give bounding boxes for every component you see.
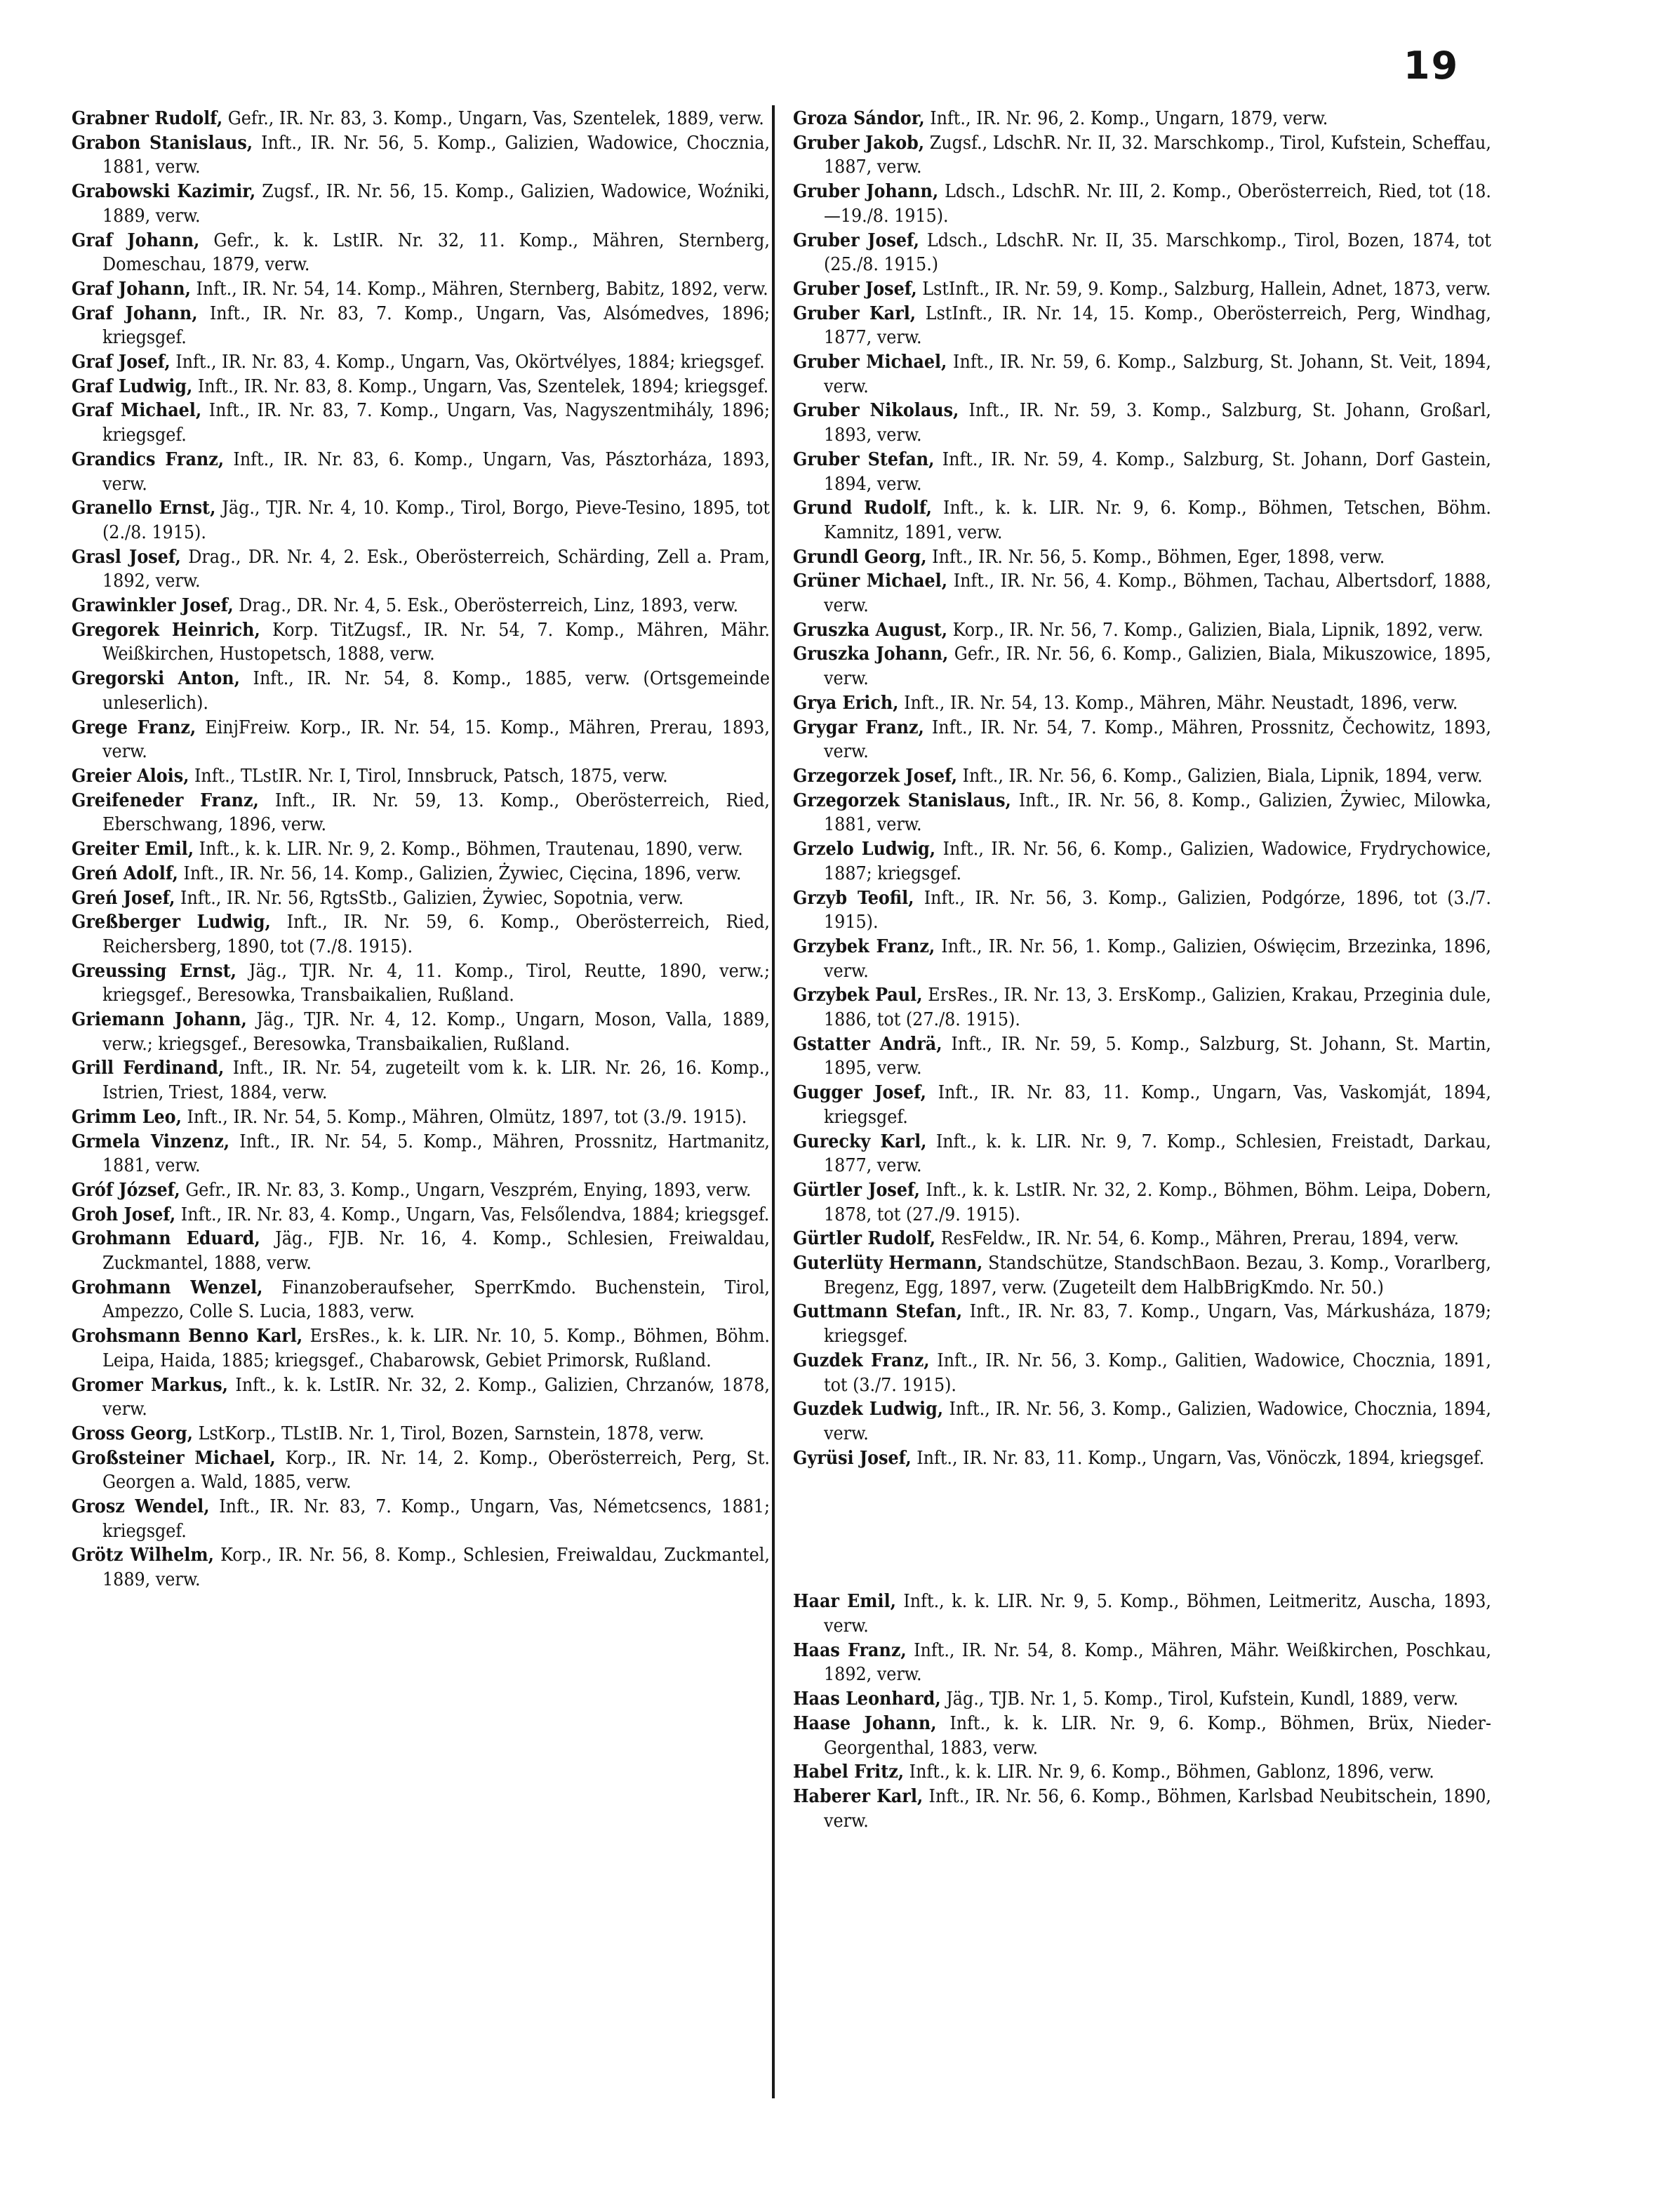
entry-name: Grohmann Wenzel, <box>72 1276 263 1298</box>
register-entry <box>793 618 1491 643</box>
entry-details: Inft., IR. Nr. 56, 6. Komp., Galizien, Biala, Lipnik, 1894, verw. <box>962 764 1483 787</box>
register-entry <box>72 496 770 545</box>
entry-details: Inft., IR. Nr. 59, 6. Komp., Oberösterreich, Ried, Reichersberg, 1890, tot (7./8. 1915). <box>102 911 770 957</box>
register-entry <box>72 667 770 715</box>
register-entry <box>793 716 1491 764</box>
register-entry <box>72 399 770 447</box>
register-entry <box>72 545 770 594</box>
register-entry <box>793 1349 1491 1397</box>
section-gap <box>793 1470 1491 1590</box>
entry-name: Graf Johann, <box>72 302 198 324</box>
entry-details: Gefr., IR. Nr. 56, 6. Komp., Galizien, Biala, Mikuszowice, 1895, verw. <box>824 643 1492 690</box>
register-entry <box>793 1130 1491 1178</box>
entry-name: Gruber Jakob, <box>793 131 925 154</box>
entry-details: Inft., k. k. LIR. Nr. 9, 6. Komp., Böhmen, Tetschen, Böhm. Kamnitz, 1891, verw. <box>824 497 1492 543</box>
entry-details: Inft., IR. Nr. 56, 4. Komp., Böhmen, Tachau, Albertsdorf, 1888, verw. <box>824 570 1491 617</box>
entry-name: Gromer Markus, <box>72 1373 228 1396</box>
entry-details: Inft., IR. Nr. 83, 4. Komp., Ungarn, Vas, Okörtvélyes, 1884; kriegsgef. <box>175 351 765 373</box>
register-entry <box>72 1178 770 1203</box>
register-entry <box>72 1543 770 1592</box>
register-entry <box>72 1276 770 1324</box>
entry-details: LstKorp., TLstIB. Nr. 1, Tirol, Bozen, Sarnstein, 1878, verw. <box>198 1422 705 1444</box>
entry-details: Korp., IR. Nr. 56, 7. Komp., Galizien, Biala, Lipnik, 1892, verw. <box>952 618 1484 641</box>
entry-details: Inft., IR. Nr. 59, 5. Komp., Salzburg, St. Johann, St. Martin, 1895, verw. <box>824 1032 1492 1079</box>
register-entry <box>793 1081 1491 1129</box>
entry-details: Inft., IR. Nr. 56, RgtsStb., Galizien, Żywiec, Sopotnia, verw. <box>180 886 684 909</box>
entry-name: Groh Josef, <box>72 1203 176 1225</box>
entry-name: Gruber Nikolaus, <box>793 399 959 422</box>
register-entry <box>72 350 770 375</box>
register-entry <box>72 375 770 399</box>
entry-name: Gurecky Karl, <box>793 1130 927 1152</box>
register-entry <box>793 1032 1491 1081</box>
entry-details: Jäg., TJR. Nr. 4, 12. Komp., Ungarn, Moson, Valla, 1889, verw.; kriegsgef., Beresowka, Transbaikalien, Rußland. <box>102 1008 770 1055</box>
entry-name: Greussing Ernst, <box>72 959 236 982</box>
entry-name: Haar Emil, <box>793 1590 896 1613</box>
register-entry <box>793 350 1491 399</box>
entry-name: Grygar Franz, <box>793 716 924 738</box>
entry-name: Grohsmann Benno Karl, <box>72 1325 303 1347</box>
entry-details: Inft., IR. Nr. 83, 7. Komp., Ungarn, Vas, Alsómedves, 1896; kriegsgef. <box>102 302 770 349</box>
register-entry <box>793 229 1491 277</box>
column-divider <box>772 105 775 2098</box>
register-entry <box>72 448 770 496</box>
register-entry <box>793 302 1491 350</box>
register-entry <box>72 1446 770 1495</box>
entry-details: Inft., IR. Nr. 83, 11. Komp., Ungarn, Vas, Vönöczk, 1894, kriegsgef. <box>916 1446 1485 1469</box>
entry-name: Greßberger Ludwig, <box>72 911 271 933</box>
entry-details: Inft., IR. Nr. 56, 8. Komp., Galizien, Żywiec, Milowka, 1881, verw. <box>824 789 1491 836</box>
register-entry <box>72 229 770 277</box>
entry-name: Grund Rudolf, <box>793 497 932 519</box>
register-entry <box>72 302 770 350</box>
entry-details: Inft., IR. Nr. 56, 3. Komp., Galitien, Wadowice, Chocznia, 1891, tot (3./7. 1915). <box>824 1349 1491 1396</box>
entry-name: Haas Franz, <box>793 1639 907 1661</box>
entry-name: Grimm Leo, <box>72 1105 182 1128</box>
entry-name: Graf Ludwig, <box>72 375 193 397</box>
register-entry <box>72 1422 770 1446</box>
register-entry <box>72 886 770 911</box>
entry-name: Grege Franz, <box>72 716 196 738</box>
register-entry <box>793 789 1491 837</box>
register-entry <box>793 1446 1491 1471</box>
entry-name: Haase Johann, <box>793 1712 937 1734</box>
entry-name: Grüner Michael, <box>793 570 948 592</box>
entry-details: Inft., IR. Nr. 59, 4. Komp., Salzburg, St. Johann, Dorf Gastein, 1894, verw. <box>824 448 1491 495</box>
page-number: 19 <box>1404 44 1460 88</box>
entry-name: Greifeneder Franz, <box>72 789 259 811</box>
entry-name: Gürtler Josef, <box>793 1178 920 1201</box>
entry-name: Grill Ferdinand, <box>72 1057 225 1079</box>
entry-name: Gruszka August, <box>793 618 948 641</box>
entry-name: Gross Georg, <box>72 1422 193 1444</box>
register-entry <box>72 959 770 1008</box>
register-entry <box>793 886 1491 935</box>
register-entry <box>72 277 770 302</box>
register-entry <box>793 1227 1491 1251</box>
entry-details: Inft., k. k. LstIR. Nr. 32, 2. Komp., Galizien, Chrzanów, 1878, verw. <box>102 1373 770 1420</box>
register-entry <box>72 1227 770 1275</box>
register-entry <box>72 107 770 131</box>
entry-details: Inft., IR. Nr. 56, 5. Komp., Galizien, Wadowice, Chocznia, 1881, verw. <box>102 131 771 178</box>
register-entry <box>72 131 770 180</box>
entry-details: Inft., IR. Nr. 54, 8. Komp., 1885, verw. (Ortsgemeinde unleserlich). <box>102 667 770 714</box>
entry-name: Grandics Franz, <box>72 448 225 470</box>
register-entry <box>793 448 1491 496</box>
entry-details: Inft., IR. Nr. 83, 7. Komp., Ungarn, Vas, Németcsencs, 1881; kriegsgef. <box>102 1496 770 1542</box>
entry-name: Grzyb Teofil, <box>793 886 914 909</box>
register-entry <box>72 716 770 764</box>
entry-name: Großsteiner Michael, <box>72 1446 276 1469</box>
register-entry <box>793 131 1491 180</box>
register-entry <box>793 642 1491 691</box>
entry-name: Grosz Wendel, <box>72 1496 210 1518</box>
register-entry <box>72 837 770 862</box>
register-entry <box>793 1687 1491 1712</box>
entry-details: Standschütze, StandschBaon. Bezau, 3. Komp., Vorarlberg, Bregenz, Egg, 1897, verw. (Zugeteilt dem HalbBrigKmdo. Nr. 50.) <box>824 1252 1492 1298</box>
entry-details: LstInft., IR. Nr. 14, 15. Komp., Oberösterreich, Perg, Windhag, 1877, verw. <box>824 302 1491 349</box>
right-column-g-entries <box>793 107 1491 1470</box>
register-entry <box>793 1785 1491 1833</box>
register-entry <box>72 1373 770 1422</box>
register-entry <box>72 1324 770 1373</box>
register-entry <box>793 1397 1491 1446</box>
register-entry <box>793 983 1491 1032</box>
entry-details: Inft., IR. Nr. 54, 5. Komp., Mähren, Olmütz, 1897, tot (3./9. 1915). <box>187 1105 747 1128</box>
entry-details: Inft., k. k. LIR. Nr. 9, 5. Komp., Böhmen, Leitmeritz, Auscha, 1893, verw. <box>824 1590 1491 1637</box>
register-entry <box>72 1008 770 1056</box>
entry-name: Grötz Wilhelm, <box>72 1544 214 1566</box>
entry-name: Habel Fritz, <box>793 1761 905 1783</box>
entry-name: Greń Josef, <box>72 886 175 909</box>
entry-details: Inft., IR. Nr. 83, 7. Komp., Ungarn, Vas, Nagyszentmihály, 1896; kriegsgef. <box>102 399 770 446</box>
entry-name: Graf Michael, <box>72 399 202 422</box>
entry-details: Korp., IR. Nr. 56, 8. Komp., Schlesien, Freiwaldau, Zuckmantel, 1889, verw. <box>102 1544 770 1591</box>
entry-name: Grmela Vinzenz, <box>72 1130 230 1152</box>
entry-details: Korp., IR. Nr. 14, 2. Komp., Oberösterreich, Perg, St. Georgen a. Wald, 1885, verw. <box>102 1446 770 1493</box>
register-entry <box>793 277 1491 302</box>
register-entry <box>72 1056 770 1105</box>
entry-details: Inft., IR. Nr. 56, 6. Komp., Böhmen, Karlsbad Neubitschein, 1890, verw. <box>824 1785 1491 1832</box>
entry-details: Drag., DR. Nr. 4, 2. Esk., Oberösterreich, Schärding, Zell a. Pram, 1892, verw. <box>102 545 770 592</box>
entry-details: Inft., k. k. LIR. Nr. 9, 7. Komp., Schlesien, Freistadt, Darkau, 1877, verw. <box>824 1130 1491 1177</box>
register-entry <box>793 1639 1491 1687</box>
entry-name: Grabner Rudolf, <box>72 107 223 129</box>
entry-name: Gruber Josef, <box>793 277 917 300</box>
entry-details: Inft., k. k. LstIR. Nr. 32, 2. Komp., Böhmen, Böhm. Leipa, Dobern, 1878, tot (27./9. 1915). <box>824 1178 1491 1225</box>
register-entry <box>793 1712 1491 1760</box>
entry-name: Guttmann Stefan, <box>793 1300 963 1323</box>
entry-name: Guterlüty Hermann, <box>793 1252 983 1274</box>
entry-details: ErsRes., k. k. LIR. Nr. 10, 5. Komp., Böhmen, Böhm. Leipa, Haida, 1885; kriegsgef., Chabarowsk, Gebiet Primorsk, Rußland. <box>102 1325 770 1371</box>
register-entry <box>793 545 1491 570</box>
entry-details: Inft., k. k. LIR. Nr. 9, 6. Komp., Böhmen, Brüx, Nieder-Georgenthal, 1883, verw. <box>824 1712 1491 1759</box>
entry-details: Inft., IR. Nr. 59, 6. Komp., Salzburg, St. Johann, St. Veit, 1894, verw. <box>824 351 1491 397</box>
entry-details: EinjFreiw. Korp., IR. Nr. 54, 15. Komp., Mähren, Prerau, 1893, verw. <box>102 716 770 763</box>
entry-details: Drag., DR. Nr. 4, 5. Esk., Oberösterreich, Linz, 1893, verw. <box>239 594 739 617</box>
entry-name: Grawinkler Josef, <box>72 594 234 617</box>
entry-details: Inft., IR. Nr. 56, 1. Komp., Galizien, Oświęcim, Brzezinka, 1896, verw. <box>824 935 1491 982</box>
register-entry <box>72 1203 770 1227</box>
entry-name: Gróf József, <box>72 1178 180 1201</box>
entry-name: Greier Alois, <box>72 764 189 787</box>
entry-details: Jäg., TJB. Nr. 1, 5. Komp., Tirol, Kufstein, Kundl, 1889, verw. <box>946 1688 1459 1710</box>
entry-details: Gefr., IR. Nr. 83, 3. Komp., Ungarn, Vas, Szentelek, 1889, verw. <box>227 107 764 129</box>
register-entry <box>72 1130 770 1178</box>
entry-details: Inft., IR. Nr. 54, 7. Komp., Mähren, Prossnitz, Čechowitz, 1893, verw. <box>824 716 1491 763</box>
left-column <box>72 107 770 1592</box>
entry-name: Grzegorzek Josef, <box>793 764 958 787</box>
entry-name: Grzegorzek Stanislaus, <box>793 789 1011 811</box>
entry-name: Haberer Karl, <box>793 1785 924 1807</box>
entry-name: Gstatter Andrä, <box>793 1032 942 1055</box>
entry-details: Inft., TLstIR. Nr. I, Tirol, Innsbruck, Patsch, 1875, verw. <box>194 764 668 787</box>
entry-name: Grabowski Kazimir, <box>72 180 256 203</box>
entry-details: Inft., IR. Nr. 56, 14. Komp., Galizien, Żywiec, Cięcina, 1896, verw. <box>183 862 742 884</box>
register-entry <box>72 1495 770 1543</box>
right-column-h-entries <box>793 1590 1491 1833</box>
entry-name: Greń Adolf, <box>72 862 178 884</box>
entry-name: Guzdek Franz, <box>793 1349 930 1371</box>
entry-name: Griemann Johann, <box>72 1008 247 1031</box>
entry-details: Jäg., TJR. Nr. 4, 11. Komp., Tirol, Reutte, 1890, verw.; kriegsgef., Beresowka, Transbaikalien, Rußland. <box>102 959 770 1006</box>
register-entry <box>72 1105 770 1130</box>
entry-details: Inft., IR. Nr. 83, 6. Komp., Ungarn, Vas, Pásztorháza, 1893, verw. <box>102 448 770 495</box>
entry-details: Inft., IR. Nr. 83, 7. Komp., Ungarn, Vas, Márkusháza, 1879; kriegsgef. <box>824 1300 1491 1347</box>
entry-details: Jäg., TJR. Nr. 4, 10. Komp., Tirol, Borgo, Pieve-Tesino, 1895, tot (2./8. 1915). <box>102 497 770 543</box>
entry-name: Gyrüsi Josef, <box>793 1446 912 1469</box>
entry-name: Guzdek Ludwig, <box>793 1398 944 1420</box>
entry-name: Grya Erich, <box>793 691 899 714</box>
register-entry <box>793 1251 1491 1300</box>
entry-details: Inft., IR. Nr. 56, 5. Komp., Böhmen, Eger, 1898, verw. <box>932 545 1385 568</box>
entry-name: Greiter Emil, <box>72 838 194 860</box>
entry-name: Gugger Josef, <box>793 1081 926 1104</box>
register-entry <box>72 180 770 228</box>
register-entry <box>793 1590 1491 1638</box>
entry-name: Grohmann Eduard, <box>72 1227 260 1250</box>
register-entry <box>793 107 1491 131</box>
register-entry <box>72 764 770 789</box>
entry-details: Inft., IR. Nr. 96, 2. Komp., Ungarn, 1879, verw. <box>930 107 1328 129</box>
entry-details: Inft., k. k. LIR. Nr. 9, 2. Komp., Böhmen, Trautenau, 1890, verw. <box>199 838 743 860</box>
entry-name: Gruber Johann, <box>793 180 939 203</box>
entry-details: Inft., IR. Nr. 56, 3. Komp., Galizien, Podgórze, 1896, tot (3./7. 1915). <box>824 886 1491 933</box>
entry-details: Inft., IR. Nr. 83, 4. Komp., Ungarn, Vas, Felsőlendva, 1884; kriegsgef. <box>180 1203 770 1225</box>
entry-details: Zugsf., LdschR. Nr. II, 32. Marschkomp., Tirol, Kufstein, Scheffau, 1887, verw. <box>824 131 1491 178</box>
register-entry <box>72 789 770 837</box>
register-entry <box>793 935 1491 983</box>
entry-name: Gregorski Anton, <box>72 667 240 690</box>
entry-name: Graf Josef, <box>72 351 171 373</box>
entry-details: Inft., IR. Nr. 54, 5. Komp., Mähren, Prossnitz, Hartmanitz, 1881, verw. <box>102 1130 770 1177</box>
entry-details: Inft., IR. Nr. 59, 13. Komp., Oberösterreich, Ried, Eberschwang, 1896, verw. <box>102 789 770 836</box>
register-entry <box>793 1300 1491 1348</box>
entry-details: Ldsch., LdschR. Nr. II, 35. Marschkomp., Tirol, Bozen, 1874, tot (25./8. 1915.) <box>824 229 1491 276</box>
entry-name: Grzybek Paul, <box>793 984 923 1006</box>
entry-details: Inft., IR. Nr. 54, 8. Komp., Mähren, Mähr. Weißkirchen, Poschkau, 1892, verw. <box>824 1639 1492 1686</box>
entry-details: Inft., IR. Nr. 56, 6. Komp., Galizien, Wadowice, Frydrychowice, 1887; kriegsgef. <box>824 838 1491 884</box>
entry-name: Groza Sándor, <box>793 107 925 129</box>
register-entry <box>793 1178 1491 1227</box>
entry-details: Inft., IR. Nr. 83, 8. Komp., Ungarn, Vas, Szentelek, 1894; kriegsgef. <box>197 375 769 397</box>
entry-name: Grzelo Ludwig, <box>793 838 936 860</box>
entry-details: Ldsch., LdschR. Nr. III, 2. Komp., Oberösterreich, Ried, tot (18.—19./8. 1915). <box>824 180 1491 227</box>
entry-details: Inft., IR. Nr. 54, zugeteilt vom k. k. LIR. Nr. 26, 16. Komp., Istrien, Triest, 1884, verw. <box>102 1057 770 1104</box>
entry-details: Inft., IR. Nr. 83, 11. Komp., Ungarn, Vas, Vaskomját, 1894, kriegsgef. <box>824 1081 1491 1128</box>
entry-details: Jäg., FJB. Nr. 16, 4. Komp., Schlesien, Freiwaldau, Zuckmantel, 1888, verw. <box>102 1227 770 1274</box>
entry-details: LstInft., IR. Nr. 59, 9. Komp., Salzburg, Hallein, Adnet, 1873, verw. <box>922 277 1491 300</box>
register-entry <box>793 837 1491 886</box>
entry-name: Gruber Josef, <box>793 229 919 251</box>
entry-details: ErsRes., IR. Nr. 13, 3. ErsKomp., Galizien, Krakau, Przeginia dule, 1886, tot (27./8. 1915). <box>824 984 1491 1031</box>
entry-name: Gregorek Heinrich, <box>72 618 260 641</box>
register-entry <box>793 180 1491 228</box>
entry-name: Graf Johann, <box>72 229 200 251</box>
entry-name: Grabon Stanislaus, <box>72 131 253 154</box>
entry-name: Gruber Michael, <box>793 351 947 373</box>
entry-details: Finanzoberaufseher, SperrKmdo. Buchenstein, Tirol, Ampezzo, Colle S. Lucia, 1883, verw. <box>102 1276 771 1323</box>
entry-name: Gürtler Rudolf, <box>793 1227 936 1250</box>
entry-name: Haas Leonhard, <box>793 1688 941 1710</box>
register-entry <box>793 691 1491 716</box>
entry-details: Inft., IR. Nr. 54, 13. Komp., Mähren, Mähr. Neustadt, 1896, verw. <box>904 691 1458 714</box>
register-entry <box>72 862 770 886</box>
entry-name: Gruber Karl, <box>793 302 916 324</box>
entry-details: Inft., IR. Nr. 56, 3. Komp., Galizien, Wadowice, Chocznia, 1894, verw. <box>824 1398 1491 1444</box>
entry-name: Grasl Josef, <box>72 545 181 568</box>
entry-name: Granello Ernst, <box>72 497 216 519</box>
entry-details: Inft., IR. Nr. 54, 14. Komp., Mähren, Sternberg, Babitz, 1892, verw. <box>196 277 768 300</box>
entry-details: Korp. TitZugsf., IR. Nr. 54, 7. Komp., Mähren, Mähr. Weißkirchen, Hustopetsch, 1888, verw. <box>102 618 770 665</box>
right-column <box>793 107 1491 1833</box>
register-entry <box>72 910 770 959</box>
register-entry <box>72 618 770 667</box>
register-entry <box>793 569 1491 618</box>
entry-name: Grzybek Franz, <box>793 935 935 957</box>
register-entry <box>793 1760 1491 1785</box>
entry-details: Gefr., IR. Nr. 83, 3. Komp., Ungarn, Veszprém, Enying, 1893, verw. <box>185 1178 752 1201</box>
entry-details: Inft., k. k. LIR. Nr. 9, 6. Komp., Böhmen, Gablonz, 1896, verw. <box>909 1761 1434 1783</box>
entry-name: Gruszka Johann, <box>793 643 949 665</box>
entry-details: Zugsf., IR. Nr. 56, 15. Komp., Galizien, Wadowice, Woźniki, 1889, verw. <box>102 180 770 227</box>
entry-details: ResFeldw., IR. Nr. 54, 6. Komp., Mähren, Prerau, 1894, verw. <box>940 1227 1460 1250</box>
register-entry <box>793 496 1491 545</box>
entry-name: Gruber Stefan, <box>793 448 935 470</box>
entry-details: Inft., IR. Nr. 59, 3. Komp., Salzburg, St. Johann, Großarl, 1893, verw. <box>824 399 1491 446</box>
register-entry <box>793 764 1491 789</box>
entry-details: Gefr., k. k. LstIR. Nr. 32, 11. Komp., Mähren, Sternberg, Domeschau, 1879, verw. <box>102 229 770 276</box>
register-entry <box>793 399 1491 447</box>
entry-name: Grundl Georg, <box>793 545 927 568</box>
entry-name: Graf Johann, <box>72 277 191 300</box>
register-entry <box>72 594 770 618</box>
